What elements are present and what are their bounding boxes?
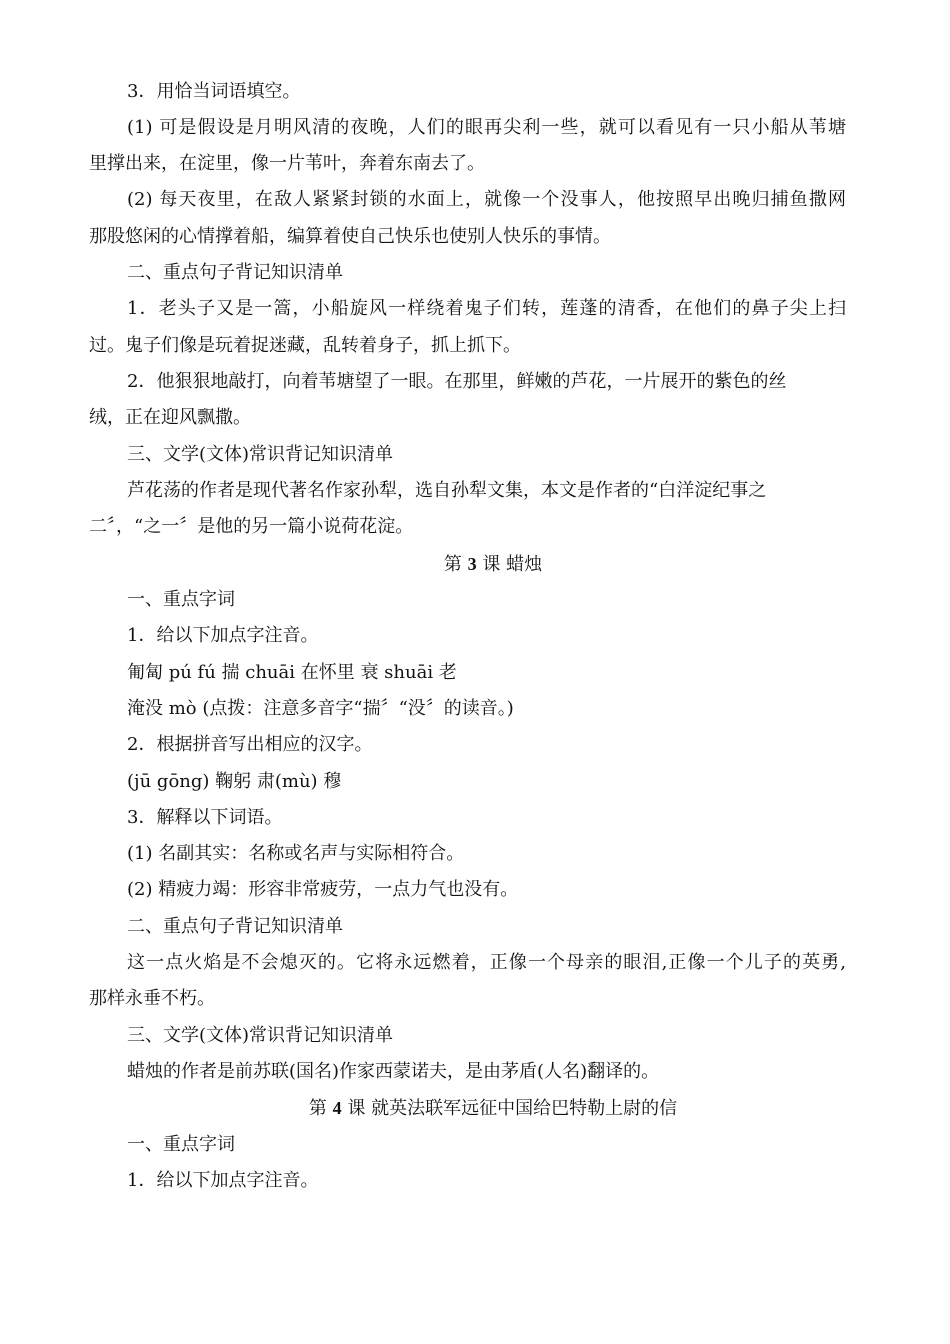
text-line: 3．解释以下词语。 xyxy=(127,807,283,828)
text-line: (jū gōng) 鞠躬 肃(mù) 穆 xyxy=(127,771,342,792)
lesson-title-text: 课 蜡烛 xyxy=(476,554,543,575)
lesson-title-prefix: 第 xyxy=(308,1098,333,1119)
section-heading: 二、重点句子背记知识清单 xyxy=(127,916,343,937)
text-line: 这一点火焰是不会熄灭的。它将永远燃着，正像一个母亲的眼泪,正像一个儿子的英勇, xyxy=(127,952,846,973)
text-line: 那股悠闲的心情撑着船，编算着使自己快乐也使别人快乐的事情。 xyxy=(89,226,611,247)
section-heading: 二、重点句子背记知识清单 xyxy=(127,262,343,283)
lesson-number: 3 xyxy=(467,554,477,574)
text-line: 2．他狠狠地敲打，向着苇塘望了一眼。在那里，鲜嫩的芦花，一片展开的紫色的丝 xyxy=(127,371,787,392)
text-line: 1．老头子又是一篙，小船旋风一样绕着鬼子们转，莲蓬的清香，在他们的鼻子尖上扫 xyxy=(127,298,846,319)
text-line: 绒，正在迎风飘撒。 xyxy=(89,407,251,428)
text-line: (1) 可是假设是月明风清的夜晚，人们的眼再尖利一些，就可以看见有一只小船从苇塘 xyxy=(127,117,846,138)
lesson-number: 4 xyxy=(332,1098,342,1118)
text-line: 3．用恰当词语填空。 xyxy=(127,81,301,102)
text-line: 2．根据拼音写出相应的汉字。 xyxy=(127,734,373,755)
text-line: 过。鬼子们像是玩着捉迷藏，乱转着身子，抓上抓下。 xyxy=(89,335,521,356)
text-line: 匍匐 pú fú 揣 chuāi 在怀里 衰 shuāi 老 xyxy=(127,662,457,683)
lesson-title xyxy=(0,552,950,577)
section-heading: 三、文学(文体)常识背记知识清单 xyxy=(127,444,394,465)
section-heading: 三、文学(文体)常识背记知识清单 xyxy=(127,1025,394,1046)
text-line: (2) 每天夜里，在敌人紧紧封锁的水面上，就像一个没事人，他按照早出晚归捕鱼撒网 xyxy=(127,189,846,210)
text-line: (1) 名副其实：名称或名声与实际相符合。 xyxy=(127,843,465,864)
text-line: 淹没 mò (点拨：注意多音字“揣〞“没〞的读音。) xyxy=(127,698,514,719)
section-heading: 一、重点字词 xyxy=(127,1134,235,1155)
text-line: 里撑出来，在淀里，像一片苇叶，奔着东南去了。 xyxy=(89,153,485,174)
text-line: 1．给以下加点字注音。 xyxy=(127,625,319,646)
text-line: 那样永垂不朽。 xyxy=(89,988,215,1009)
lesson-title xyxy=(0,1096,950,1121)
text-line: 蜡烛的作者是前苏联(国名)作家西蒙诺夫，是由茅盾(人名)翻译的。 xyxy=(127,1061,660,1082)
lesson-title-text: 课 就英法联军远征中国给巴特勒上尉的信 xyxy=(341,1098,678,1119)
text-line: 二〞，“之一〞是他的另一篇小说荷花淀。 xyxy=(89,516,414,537)
text-line: 1．给以下加点字注音。 xyxy=(127,1170,319,1191)
lesson-title-prefix: 第 xyxy=(443,554,468,575)
text-line: 芦花荡的作者是现代著名作家孙犁，选自孙犁文集，本文是作者的“白洋淀纪事之 xyxy=(127,480,767,501)
section-heading: 一、重点字词 xyxy=(127,589,235,610)
text-line: (2) 精疲力竭：形容非常疲劳，一点力气也没有。 xyxy=(127,879,519,900)
